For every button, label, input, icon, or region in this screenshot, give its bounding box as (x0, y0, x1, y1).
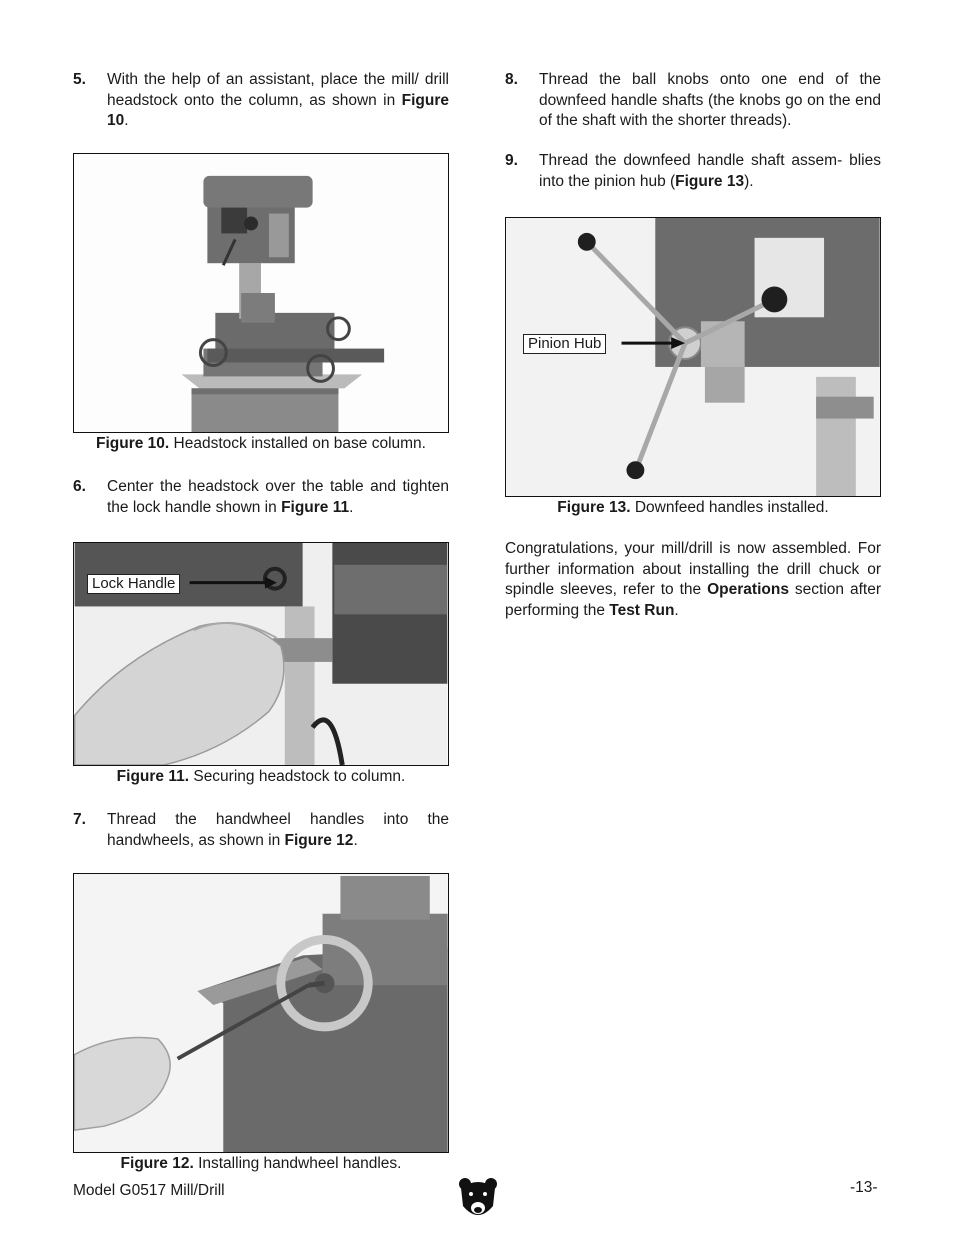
step-5 (73, 70, 449, 132)
figure-ref: Figure 13 (675, 172, 745, 190)
figure-13-image (505, 217, 881, 497)
step-7 (73, 810, 449, 851)
step-number: 6. (73, 478, 86, 495)
figure-13-caption: Figure 13. Downfeed handles installed. (557, 499, 829, 516)
step-number: 7. (73, 811, 86, 828)
footer-page-number: -13- (850, 1179, 878, 1196)
bear-head-logo-icon (457, 1176, 499, 1222)
handwheel-photo (74, 874, 448, 1152)
figure-10-caption: Figure 10. Headstock installed on base column. (96, 435, 426, 452)
footer-model: Model G0517 Mill/Drill (73, 1182, 225, 1199)
step-6 (73, 477, 449, 518)
step-text: Thread the ball knobs onto one end of the downfeed handle shafts (the knobs go on the end of the shaft with the shorter threads). (539, 71, 881, 129)
figure-ref: Figure 12 (284, 831, 354, 849)
step-text: With the help of an assistant, place the mill/ drill headstock onto the column, as shown in Figure 10. (107, 71, 449, 129)
pinion-hub-callout: Pinion Hub (523, 334, 606, 354)
figure-ref: Figure 10 (107, 91, 449, 129)
figure-ref: Figure 11 (281, 498, 350, 516)
step-8 (505, 70, 881, 132)
mill-drill-illustration (74, 154, 448, 432)
downfeed-handles-photo (506, 218, 880, 496)
step-number: 9. (505, 152, 518, 169)
step-number: 8. (505, 71, 518, 88)
figure-11-caption: Figure 11. Securing headstock to column. (116, 768, 406, 785)
step-text: Thread the handwheel handles into the handwheels, as shown in Figure 12. (107, 811, 449, 849)
lock-handle-callout: Lock Handle (87, 574, 180, 594)
figure-12-image (73, 873, 449, 1153)
figure-10-image (73, 153, 449, 433)
figure-12-caption: Figure 12. Installing handwheel handles. (120, 1155, 402, 1172)
step-number: 5. (73, 71, 86, 88)
step-text: Thread the downfeed handle shaft assem- blies into the pinion hub (Figure 13). (539, 152, 881, 190)
step-text: Center the headstock over the table and tighten the lock handle shown in Figure 11. (107, 478, 449, 516)
closing-paragraph: Congratulations, your mill/drill is now assembled. For further information about installing the drill chuck or spindle sleeves, refer to the Operations section after performing the Test Run. (505, 540, 881, 619)
step-9 (505, 151, 881, 192)
